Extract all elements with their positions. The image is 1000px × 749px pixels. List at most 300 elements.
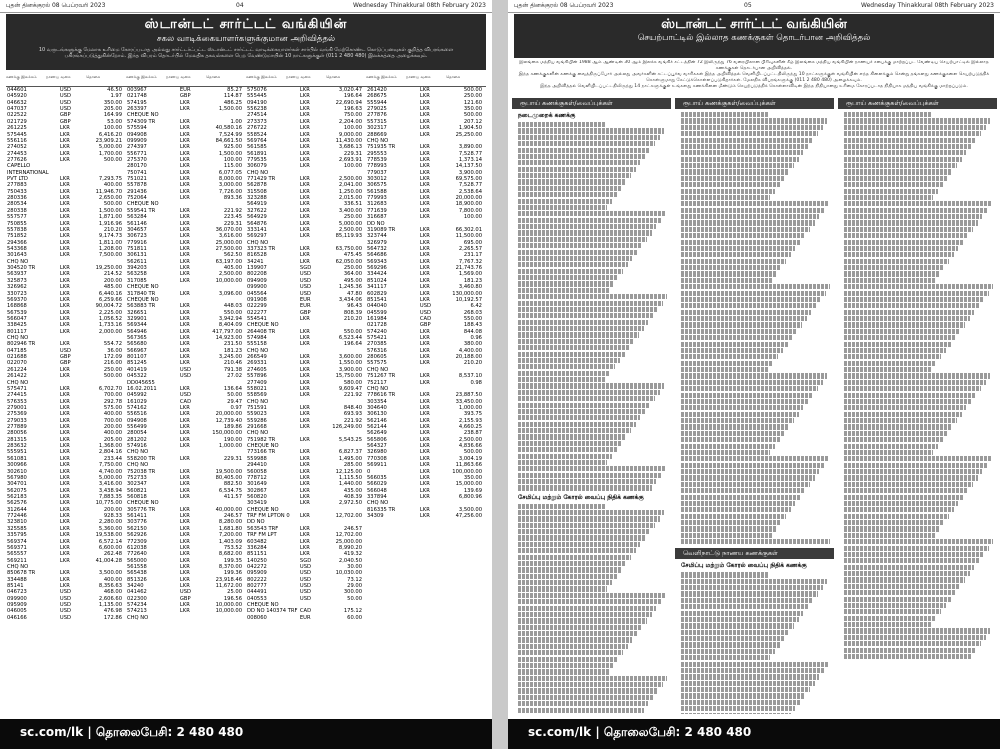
amount: 2,280.00 bbox=[98, 519, 122, 526]
account-holder-name bbox=[844, 176, 947, 181]
currency: LKR bbox=[419, 487, 430, 494]
amount: 233.44 bbox=[103, 455, 122, 462]
account-holder-name bbox=[844, 565, 974, 570]
currency: LKR bbox=[179, 602, 190, 609]
account-number: 303776 bbox=[127, 519, 147, 526]
currency: LKR bbox=[419, 443, 430, 450]
amount: 221.92 bbox=[223, 207, 242, 214]
account-holder-name bbox=[844, 501, 958, 506]
account-holder-name bbox=[518, 122, 605, 127]
account-holder-name bbox=[681, 176, 784, 181]
account-number: INTERNATIONAL bbox=[7, 169, 49, 176]
account-holder-name bbox=[518, 320, 648, 325]
amount: 50.00 bbox=[347, 595, 362, 602]
currency: GBP bbox=[59, 118, 71, 125]
amount: 10,000.00 bbox=[215, 277, 242, 284]
amount: 47,256.00 bbox=[455, 513, 482, 520]
account-holder-name bbox=[681, 150, 803, 155]
account-number: CHQ NO bbox=[247, 430, 269, 437]
account-number: 556771 bbox=[127, 150, 147, 157]
column-header: தொகை bbox=[86, 74, 101, 79]
account-number: 269331 bbox=[247, 360, 267, 367]
account-number: 562144 bbox=[367, 424, 387, 431]
currency: LKR bbox=[59, 252, 70, 259]
currency: CAD bbox=[179, 398, 192, 405]
amount: 200.00 bbox=[103, 277, 122, 284]
account-number: 562926 bbox=[127, 532, 147, 539]
currency: LKR bbox=[419, 404, 430, 411]
amount: 1,250.00 bbox=[338, 188, 362, 195]
account-holder-name bbox=[844, 214, 982, 219]
amount: 23,909.21 bbox=[95, 137, 122, 144]
account-number: CHEQUE NO bbox=[127, 296, 159, 303]
amount: 700.00 bbox=[103, 392, 122, 399]
account-number bbox=[367, 615, 420, 621]
amount: 292.78 bbox=[103, 398, 122, 405]
amount: 14,137.50 bbox=[455, 163, 482, 170]
account-holder-name bbox=[518, 708, 644, 713]
account-number: 561411 bbox=[127, 513, 147, 520]
table-column-group bbox=[366, 87, 486, 621]
account-number: CHEQUE NO bbox=[247, 443, 279, 450]
account-holder-name bbox=[518, 599, 661, 604]
account-number: 851151 bbox=[247, 551, 267, 558]
account-holder-name bbox=[844, 367, 931, 372]
amount: 3,000.00 bbox=[218, 182, 242, 189]
account-holder-name bbox=[518, 555, 631, 560]
currency: SGD bbox=[299, 265, 312, 272]
amount: 468.00 bbox=[103, 589, 122, 596]
amount: 336.51 bbox=[343, 201, 362, 208]
amount: 190.00 bbox=[223, 436, 242, 443]
account-number: DD NO bbox=[247, 519, 265, 526]
currency: GBP bbox=[419, 322, 431, 329]
currency: LKR bbox=[59, 322, 70, 329]
account-number: 559286 bbox=[247, 417, 267, 424]
account-holder-name bbox=[844, 182, 943, 187]
amount: 808.39 bbox=[343, 309, 362, 316]
account-holder-name bbox=[681, 488, 805, 493]
account-holder-name bbox=[518, 345, 629, 350]
account-number: 752733 bbox=[127, 474, 147, 481]
currency: LKR bbox=[59, 506, 70, 513]
account-holder-name bbox=[681, 195, 770, 200]
account-number: 275369 bbox=[7, 411, 27, 418]
currency: LKR bbox=[419, 258, 430, 265]
amount: 475.45 bbox=[343, 252, 362, 259]
currency: LKR bbox=[59, 430, 70, 437]
account-number: 574162 bbox=[127, 404, 147, 411]
account-number: 306131 bbox=[127, 252, 147, 259]
currency: LKR bbox=[179, 411, 190, 418]
amount: 23,887.50 bbox=[455, 392, 482, 399]
account-number: 161984 bbox=[367, 315, 387, 322]
currency: LKR bbox=[59, 532, 70, 539]
currency: LKR bbox=[419, 481, 430, 488]
currency: LKR bbox=[299, 233, 310, 240]
amount: 175.12 bbox=[343, 608, 362, 615]
amount: 53.00 bbox=[107, 118, 122, 125]
account-number: 022277 bbox=[247, 309, 267, 316]
currency: LKR bbox=[419, 118, 430, 125]
account-holder-name bbox=[518, 504, 605, 509]
currency: LKR bbox=[419, 398, 430, 405]
currency: LKR bbox=[179, 468, 190, 475]
account-holder-name bbox=[681, 591, 818, 596]
amount: 400.00 bbox=[103, 576, 122, 583]
currency: LKR bbox=[179, 474, 190, 481]
account-holder-name bbox=[518, 625, 642, 630]
account-holder-name bbox=[518, 650, 623, 655]
account-holder-name bbox=[518, 606, 656, 611]
account-holder-name bbox=[681, 246, 795, 251]
account-number: 021688 bbox=[7, 354, 27, 361]
account-holder-name bbox=[844, 233, 968, 238]
notice-paragraph-3: இந்த அறிவித்தல் வெளியிடப்பட்டதிலிருந்து 14 நாட்களுக்குள் உங்களது கணக்கினை மீண்டும் செயற்படுத்திக் கொள்ளாவிடின் இந்த நிதியானது உரிமை கோரப்படாத நிதியாக மத்திய வங்கிக்கு மாற்றப்படும். bbox=[540, 84, 968, 89]
currency: LKR bbox=[299, 182, 310, 189]
amount: 210.20 bbox=[463, 360, 482, 367]
account-holder-name bbox=[518, 523, 655, 528]
account-holder-name bbox=[681, 533, 772, 538]
account-holder-name bbox=[681, 297, 821, 302]
account-number: 603482 bbox=[247, 538, 267, 545]
account-holder-name bbox=[518, 473, 661, 478]
currency: LKR bbox=[59, 557, 70, 564]
amount: 96.43 bbox=[347, 303, 362, 310]
currency: LKR bbox=[419, 150, 430, 157]
currency: LKR bbox=[299, 252, 310, 259]
account-number: 851541 bbox=[367, 296, 387, 303]
amount: 15,750.00 bbox=[335, 373, 362, 380]
account-holder-name bbox=[681, 700, 800, 705]
amount: 554.72 bbox=[103, 341, 122, 348]
account-holder-name bbox=[844, 112, 931, 117]
account-holder-name bbox=[681, 163, 794, 168]
amount: 1,569.00 bbox=[458, 271, 482, 278]
section-header-rupee: ரூபாய் கணக்குகள்/வைப்புக்கள் bbox=[512, 98, 671, 109]
account-number: 34241 bbox=[247, 258, 264, 265]
account-holder-name bbox=[518, 167, 636, 172]
left-notice-banner bbox=[6, 14, 486, 70]
account-number: 778712 bbox=[247, 474, 267, 481]
currency: USD bbox=[299, 583, 311, 590]
account-number: 750741 bbox=[127, 169, 147, 176]
account-holder-name bbox=[681, 367, 768, 372]
account-number: 288669 bbox=[367, 131, 387, 138]
account-number: 801107 bbox=[127, 354, 147, 361]
account-number: 326651 bbox=[127, 309, 147, 316]
account-holder-name bbox=[844, 131, 981, 136]
amount: 60.00 bbox=[347, 614, 362, 621]
currency: CAD bbox=[299, 608, 312, 615]
currency: LKR bbox=[299, 468, 310, 475]
currency: LKR bbox=[419, 99, 430, 106]
account-number: 045564 bbox=[247, 290, 267, 297]
currency: LKR bbox=[419, 354, 430, 361]
amount: 40,000.00 bbox=[215, 506, 242, 513]
account-number: 305776 TR bbox=[127, 506, 156, 513]
amount: 285.00 bbox=[343, 462, 362, 469]
account-number: 564732 bbox=[367, 245, 387, 252]
column-header: கணக்கு இலக்கம் bbox=[6, 74, 37, 79]
currency: LKR bbox=[179, 118, 190, 125]
amount: 8,537.10 bbox=[458, 373, 482, 380]
account-holder-name bbox=[844, 278, 935, 283]
account-holder-name bbox=[681, 539, 830, 544]
account-holder-name bbox=[681, 278, 772, 283]
account-number: 779916 bbox=[127, 239, 147, 246]
account-name-list bbox=[675, 112, 834, 544]
subsection-current: நடைமுறைக் கணக்கு bbox=[518, 112, 576, 119]
amount: 172.09 bbox=[103, 354, 122, 361]
account-number: 304701 bbox=[7, 481, 27, 488]
account-number: 280054 bbox=[127, 430, 147, 437]
account-number: 562146 bbox=[367, 417, 387, 424]
account-holder-name bbox=[518, 701, 648, 706]
account-number: 565000 bbox=[127, 557, 147, 564]
amount: 408.39 bbox=[343, 494, 362, 500]
account-holder-name bbox=[681, 501, 795, 506]
amount: 36,070.00 bbox=[215, 226, 242, 233]
amount: 268.03 bbox=[463, 309, 482, 316]
currency: LKR bbox=[179, 182, 190, 189]
currency bbox=[180, 615, 203, 621]
currency: LKR bbox=[59, 449, 70, 456]
currency: LKR bbox=[299, 214, 310, 221]
currency: LKR bbox=[179, 538, 190, 545]
currency: LKR bbox=[59, 570, 70, 577]
account-holder-name bbox=[518, 434, 626, 439]
amount: 6,077.05 bbox=[218, 169, 242, 176]
account-number: 771429 TR bbox=[247, 176, 276, 183]
account-holder-name bbox=[844, 393, 976, 398]
account-number: 280338 bbox=[7, 207, 27, 214]
currency: LKR bbox=[419, 392, 430, 399]
amount: 19,250.00 bbox=[95, 265, 122, 272]
account-holder-name bbox=[518, 237, 647, 242]
account-number: TRF FM LPTON 0 bbox=[247, 513, 290, 520]
account-holder-name bbox=[681, 649, 775, 654]
account-holder-name bbox=[518, 339, 634, 344]
account-holder-name bbox=[681, 687, 810, 692]
currency: LKR bbox=[299, 245, 310, 252]
amount: 419.32 bbox=[343, 551, 362, 558]
amount: 80,405.00 bbox=[215, 474, 242, 481]
currency: LKR bbox=[419, 347, 430, 354]
account-number: 291668 bbox=[247, 424, 267, 431]
currency: LKR bbox=[179, 163, 190, 170]
account-number: 094190 bbox=[247, 99, 267, 106]
account-number: 751021 bbox=[127, 176, 147, 183]
account-number: 094909 bbox=[247, 277, 267, 284]
account-holder-name bbox=[518, 631, 637, 636]
account-number: 168868 bbox=[7, 303, 27, 310]
account-number: 560820 bbox=[247, 494, 267, 500]
currency: LKR bbox=[179, 169, 190, 176]
amount: 238.87 bbox=[463, 430, 482, 437]
account-number: 575421 bbox=[367, 335, 387, 342]
amount: 90,004.72 bbox=[95, 303, 122, 310]
amount: 15,000.00 bbox=[455, 481, 482, 488]
account-holder-name bbox=[844, 380, 986, 385]
account-holder-name bbox=[681, 208, 824, 213]
currency: LKR bbox=[419, 290, 430, 297]
currency: LKR bbox=[299, 366, 310, 373]
amount: 848.40 bbox=[343, 404, 362, 411]
account-number: 567539 bbox=[7, 309, 27, 316]
account-holder-name bbox=[518, 275, 618, 280]
currency: LKR bbox=[59, 144, 70, 151]
account-holder-name bbox=[844, 354, 941, 359]
account-number: 022300 bbox=[127, 595, 147, 602]
currency: LKR bbox=[179, 335, 190, 342]
currency: LKR bbox=[179, 455, 190, 462]
currency: LKR bbox=[179, 131, 190, 138]
currency: LKR bbox=[179, 443, 190, 450]
amount: 7,500.00 bbox=[98, 252, 122, 259]
account-number: 34240 bbox=[127, 583, 144, 590]
amount: 2,500.00 bbox=[338, 226, 362, 233]
account-number: 557838 bbox=[7, 226, 27, 233]
currency: LKR bbox=[59, 411, 70, 418]
account-holder-name bbox=[518, 301, 663, 306]
account-holder-name bbox=[681, 482, 810, 487]
account-number: 559541 TR bbox=[127, 207, 156, 214]
amount: 1,733.16 bbox=[98, 322, 122, 329]
account-holder-name bbox=[681, 182, 780, 187]
account-number: 565438 bbox=[127, 570, 147, 577]
currency: LKR bbox=[419, 424, 430, 431]
account-holder-name bbox=[844, 373, 990, 378]
account-number: 779535 bbox=[247, 156, 267, 163]
notice-paragraph-2: இந்த கணக்குகளின் கணக்கு வைத்திருப்போர் அல்லது அவர்களின் சட்டப்பூர்வ வாரிசுகள் இந்த அறிவித்தல் வெளியிடப்பட்டதிலிருந்து 10 நாட்களுக்குள் வங்கியின் எந்த கிளைக்கும் சென்று தங்களது கணக்குகளை செயற்படுத்திக் கொள்ளுமாறு கேட்டுக்கொள்ளப்படுகிறார்கள். மேலதிக விபரங்களுக்கு (011 2 480 480) அழைக்கவும். bbox=[518, 72, 990, 83]
column-header: நாணய வகை bbox=[166, 74, 191, 79]
account-number: 816528 bbox=[247, 252, 267, 259]
currency: LKR bbox=[299, 551, 310, 558]
currency: EUR bbox=[299, 614, 311, 621]
account-number: 0 bbox=[367, 468, 371, 475]
account-holder-name bbox=[518, 179, 626, 184]
account-holder-name bbox=[518, 466, 666, 471]
currency: USD bbox=[59, 99, 71, 106]
account-holder-name bbox=[518, 669, 609, 674]
currency: LKR bbox=[299, 106, 310, 113]
amount: 7,524.99 bbox=[218, 131, 242, 138]
account-holder-name bbox=[681, 495, 800, 500]
account-number: 569344 bbox=[127, 322, 147, 329]
account-number: 569374 bbox=[7, 538, 27, 545]
account-number: CHQ NO bbox=[247, 347, 269, 354]
amount: 1,373.14 bbox=[458, 156, 482, 163]
account-number: CHQ NO bbox=[7, 335, 29, 342]
account-holder-name bbox=[844, 157, 962, 162]
amount: 8,000.00 bbox=[218, 176, 242, 183]
table-row bbox=[7, 615, 125, 621]
account-number: 851024 bbox=[367, 277, 387, 284]
account-number: 816335 TR bbox=[367, 506, 396, 513]
amount: 27,500.00 bbox=[215, 245, 242, 252]
currency: LKR bbox=[179, 106, 190, 113]
account-number: 575471 bbox=[7, 385, 27, 392]
amount: 207.12 bbox=[463, 118, 482, 125]
account-holder-name bbox=[681, 399, 808, 404]
account-holder-name bbox=[844, 603, 946, 608]
account-holder-name bbox=[518, 441, 621, 446]
amount: 844.08 bbox=[463, 328, 482, 335]
amount: 5,000.00 bbox=[98, 474, 122, 481]
account-number: CHQ NO bbox=[7, 379, 29, 386]
account-number: 334488 bbox=[7, 576, 27, 583]
account-number: 326980 bbox=[367, 449, 387, 456]
currency: LKR bbox=[299, 163, 310, 170]
amount: 2,538.64 bbox=[458, 188, 482, 195]
subsection-foreign-savings: சேமிப்பு மற்றும் கோரல் வைப்பு நிதிக் கணக்கு bbox=[681, 562, 807, 570]
account-holder-name bbox=[844, 488, 968, 493]
account-holder-name bbox=[681, 342, 788, 347]
account-number: 752064 bbox=[127, 195, 147, 202]
amount: 100.00 bbox=[223, 156, 242, 163]
amount: 250.00 bbox=[343, 265, 362, 272]
currency: LKR bbox=[179, 487, 190, 494]
account-number: 560821 bbox=[127, 487, 147, 494]
account-holder-name bbox=[518, 657, 618, 662]
currency: LKR bbox=[179, 328, 190, 335]
currency: LKR bbox=[59, 296, 70, 303]
currency: LKR bbox=[59, 303, 70, 310]
account-holder-name bbox=[844, 291, 989, 296]
amount: 1,440.00 bbox=[338, 481, 362, 488]
account-number: 561081 bbox=[7, 455, 27, 462]
account-number: 16.02.2011 bbox=[127, 385, 157, 392]
amount: 2,015.00 bbox=[338, 195, 362, 202]
currency: LKR bbox=[299, 335, 310, 342]
account-holder-name bbox=[681, 469, 819, 474]
currency: LKR bbox=[59, 277, 70, 284]
amount: 6,534.75 bbox=[218, 487, 242, 494]
amount: 500.00 bbox=[103, 373, 122, 380]
currency: LKR bbox=[179, 570, 190, 577]
account-number: 099900 bbox=[247, 284, 267, 291]
account-holder-name bbox=[518, 128, 664, 133]
amount: 12,702.00 bbox=[335, 532, 362, 539]
currency: LKR bbox=[179, 519, 190, 526]
currency: LKR bbox=[179, 557, 190, 564]
currency: USD bbox=[59, 87, 71, 93]
amount: 231.50 bbox=[223, 341, 242, 348]
currency: LKR bbox=[299, 125, 310, 132]
currency: LKR bbox=[419, 252, 430, 259]
account-number: 543368 bbox=[7, 245, 27, 252]
currency: LKR bbox=[179, 525, 190, 532]
amount: 7,200.00 bbox=[218, 532, 242, 539]
account-number: CHQ NO bbox=[367, 500, 389, 507]
currency: LKR bbox=[299, 525, 310, 532]
amount: 63,750.00 bbox=[335, 245, 362, 252]
account-number: 772309 bbox=[127, 538, 147, 545]
amount: 695.00 bbox=[463, 239, 482, 246]
account-holder-name bbox=[844, 475, 978, 480]
account-holder-name bbox=[681, 252, 791, 257]
account-holder-name bbox=[844, 265, 944, 270]
account-number: 555158 bbox=[247, 341, 267, 348]
right-page bbox=[508, 0, 1000, 749]
account-number: 338425 bbox=[7, 322, 27, 329]
account-number: CHQ NO bbox=[367, 366, 389, 373]
column-header: கணக்கு இலக்கம் bbox=[246, 74, 277, 79]
account-holder-name bbox=[844, 118, 990, 123]
account-number: 563258 bbox=[127, 271, 147, 278]
amount: 5,000.00 bbox=[98, 144, 122, 151]
